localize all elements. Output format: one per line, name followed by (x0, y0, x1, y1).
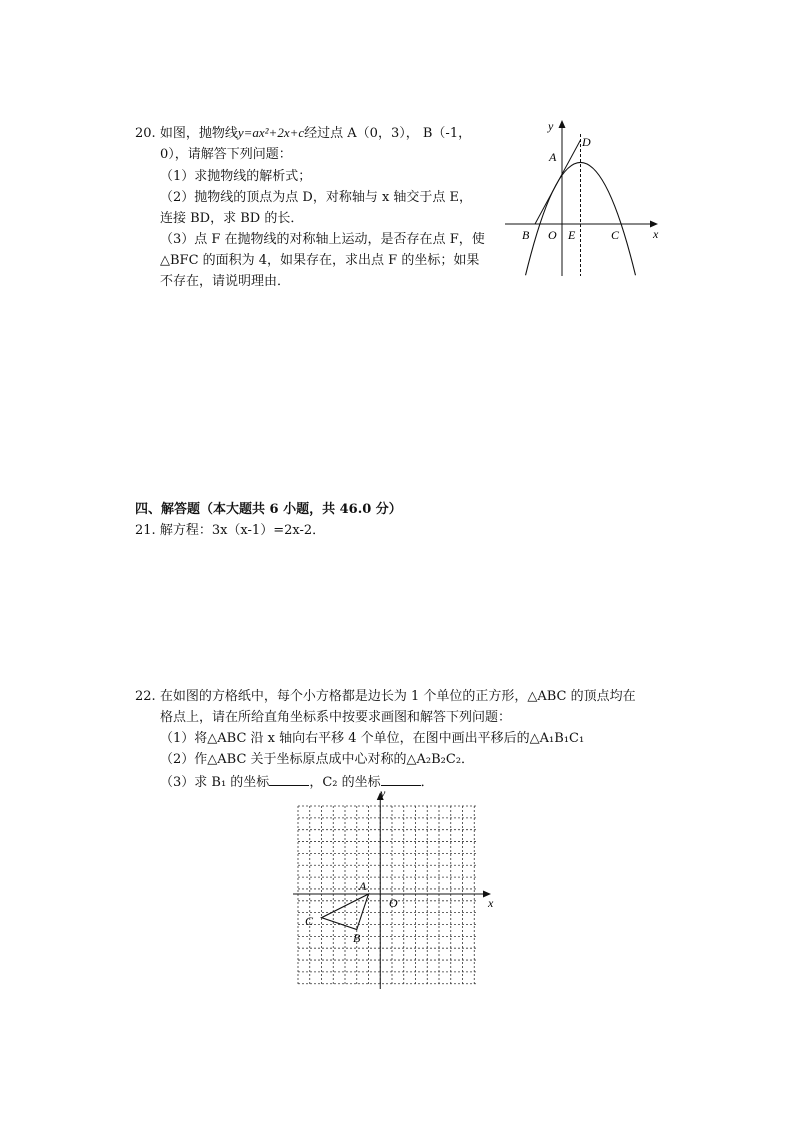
q20-equation: y=ax²+2x+c (237, 125, 305, 140)
label-d: D (582, 135, 591, 149)
section-4-title: 四、解答题（本大题共 6 小题，共 46.0 分） (135, 502, 402, 517)
label-b: B (522, 228, 530, 242)
q20-number: 20. (135, 126, 156, 141)
label-x: x (653, 227, 659, 241)
q21-number: 21. (135, 523, 156, 538)
q20-parabola-figure (500, 116, 670, 284)
label-c: C (305, 914, 314, 928)
q22-text-5c: ． (420, 775, 434, 790)
q20-line-3: （1）求抛物线的解析式； (160, 169, 312, 184)
label-b: B (353, 931, 361, 945)
label-a: A (359, 879, 367, 893)
label-y: y (548, 119, 554, 133)
q22-line-1 (135, 689, 636, 705)
q21-line (135, 523, 325, 539)
q22-text-1: 在如图的方格纸中，每个小方格都是边长为 1 个单位的正方形，△ABC 的顶点均在 (159, 689, 636, 704)
q22-grid-figure (285, 784, 505, 994)
q20-line-4: （2）抛物线的顶点为点 D，对称轴与 x 轴交于点 E， (160, 190, 473, 205)
label-o: O (389, 896, 398, 910)
q20-line-2: 0），请解答下列问题： (160, 147, 292, 162)
q20-text-1a: 如图，抛物线 (159, 126, 238, 141)
label-a: A (549, 150, 557, 164)
q22-line-2: 格点上，请在所给直角坐标系中按要求画图和解答下列问题： (160, 710, 512, 725)
q20-text-1b: 经过点 (304, 126, 344, 141)
q22-line-3: （1）将△ABC 沿 x 轴向右平移 4 个单位，在图中画出平移后的△A₁B₁C₁ (160, 731, 585, 746)
label-c: C (611, 228, 620, 242)
q22-text-5a: （3）求 B₁ 的坐标 (160, 775, 270, 790)
segment-bd (535, 140, 581, 224)
q22-line-4: （2）作△ABC 关于坐标原点成中心对称的△A₂B₂C₂． (160, 752, 475, 767)
q20-point-a: A（0，3）， (347, 126, 419, 141)
q20-line-8: 不存在，请说明理由． (160, 274, 291, 289)
q20-line-5: 连接 BD，求 BD 的长． (160, 211, 304, 226)
q21-text: 解方程：3x（x-1）=2x-2． (159, 523, 326, 538)
label-y: y (380, 786, 386, 800)
q22-text-5b: ，C₂ 的坐标 (309, 775, 381, 790)
q20-point-b: B（-1， (422, 126, 472, 141)
q22-number: 22. (135, 689, 156, 704)
q20-line-6: （3）点 F 在抛物线的对称轴上运动，是否存在点 F，使 (160, 232, 485, 247)
q20-line-1 (135, 125, 471, 142)
label-o: O (548, 228, 557, 242)
q20-line-7: △BFC 的面积为 4，如果存在，求出点 F 的坐标；如果 (160, 253, 480, 268)
dashed-grid (298, 806, 476, 984)
y-axis-arrow-icon (559, 120, 566, 128)
label-e: E (568, 228, 576, 242)
label-x: x (488, 896, 494, 910)
